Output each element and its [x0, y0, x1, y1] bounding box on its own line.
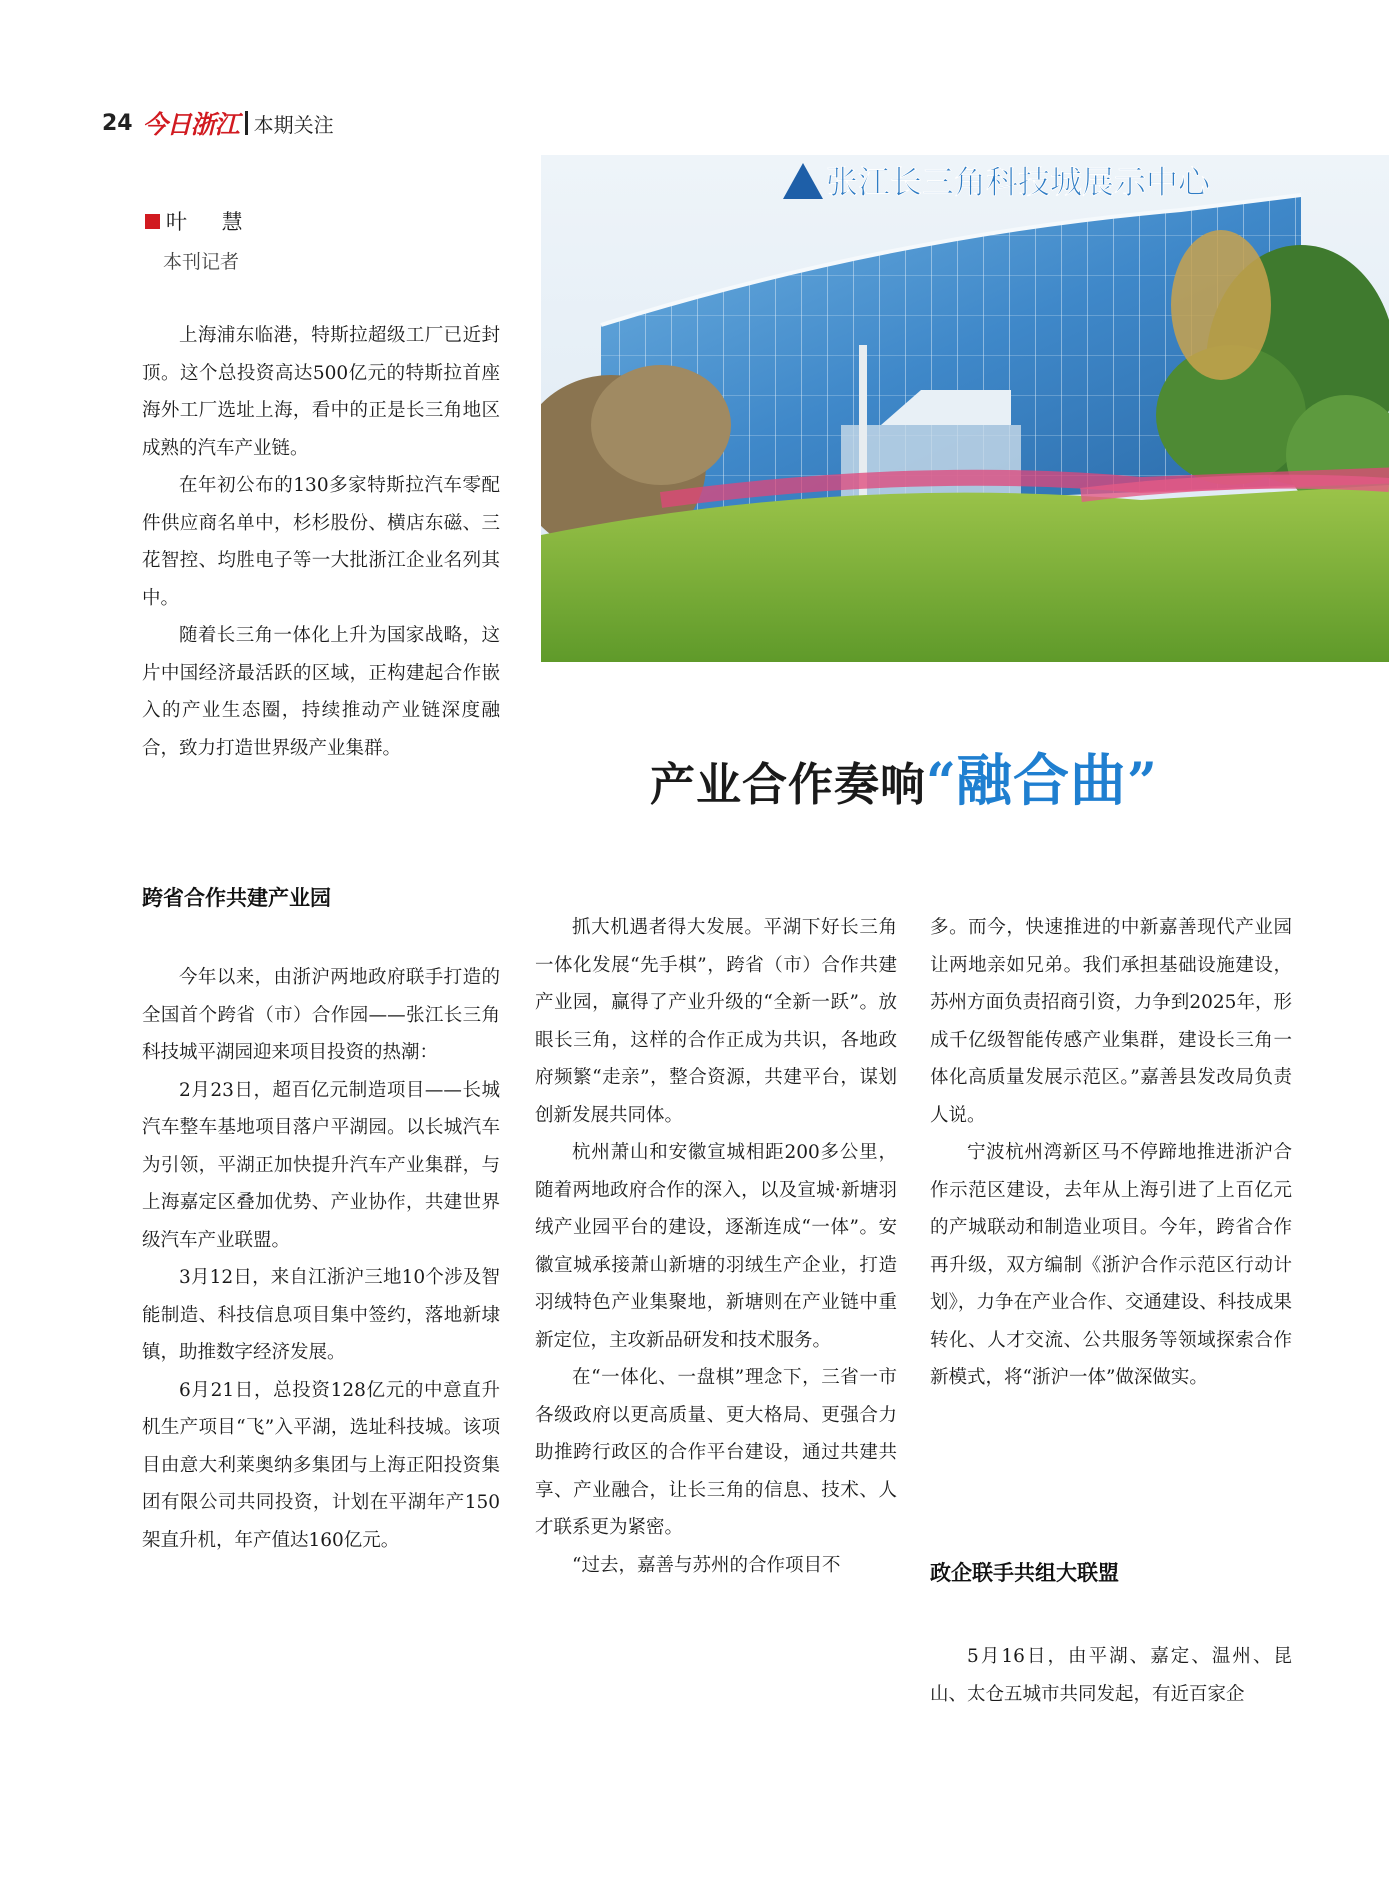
article-title	[650, 748, 1157, 813]
red-square-icon	[145, 214, 160, 229]
body-paragraph: 今年以来，由浙沪两地政府联手打造的全国首个跨省（市）合作园——张江长三角科技城平湖园迎来项目投资的热潮：	[142, 967, 500, 1063]
intro-paragraph: 随着长三角一体化上升为国家战略，这片中国经济最活跃的区域，正构建起合作嵌入的产业生态圈，持续推动产业链深度融合，致力打造世界级产业集群。	[142, 625, 500, 759]
intro-paragraph: 在年初公布的130多家特斯拉汽车零配件供应商名单中，杉杉股份、横店东磁、三花智控、均胜电子等一大批浙江企业名列其中。	[142, 475, 500, 609]
title-accent: 融合曲	[955, 749, 1127, 814]
body-paragraph: 宁波杭州湾新区马不停蹄地推进浙沪合作示范区建设，去年从上海引进了上百亿元的产城联动和制造业项目。今年，跨省合作再升级，双方编制《浙沪合作示范区行动计划》，力争在产业合作、交通建设、科技成果转化、人才交流、公共服务等领域探索合作新模式，将“浙沪一体”做深做实。	[930, 1142, 1292, 1388]
body-paragraph: 6月21日，总投资128亿元的中意直升机生产项目“飞”入平湖，选址科技城。该项目由意大利莱奥纳多集团与上海正阳投资集团有限公司共同投资，计划在平湖年产150架直升机，年产值达160亿元。	[142, 1379, 500, 1551]
body-paragraph: 在“一体化、一盘棋”理念下，三省一市各级政府以更高质量、更大格局、更强合力助推跨行政区的合作平台建设，通过共建共享、产业融合，让长三角的信息、技术、人才联系更为紧密。	[535, 1367, 897, 1538]
body-paragraph: 抓大机遇者得大发展。平湖下好长三角一体化发展“先手棋”，跨省（市）合作共建产业园，赢得了产业升级的“全新一跃”。放眼长三角，这样的合作正成为共识，各地政府频繁“走亲”，整合资源，共建平台，谋划创新发展共同体。	[535, 917, 897, 1126]
subheading-2: 政企联手共组大联盟	[930, 1561, 1119, 1585]
author-role: 本刊记者	[163, 251, 240, 273]
body-paragraph: 3月12日，来自江浙沪三地10个涉及智能制造、科技信息项目集中签约，落地新埭镇，助推数字经济发展。	[142, 1267, 500, 1363]
body-paragraph: 2月23日，超百亿元制造项目——长城汽车整车基地项目落户平湖园。以长城汽车为引领，平湖正加快提升汽车产业集群，与上海嘉定区叠加优势、产业协作，共建世界级汽车产业联盟。	[142, 1079, 500, 1251]
section-name: 本期关注	[253, 112, 334, 137]
title-quote-close: ”	[1126, 752, 1157, 813]
body-column-3-continued	[930, 1638, 1292, 1713]
title-main: 产业合作奏响	[650, 758, 927, 811]
body-column-3	[930, 909, 1292, 1397]
intro-paragraph: 上海浦东临港，特斯拉超级工厂已近封顶。这个总投资高达500亿元的特斯拉首座海外工厂选址上海，看中的正是长三角地区成熟的汽车产业链。	[142, 325, 500, 459]
subheading-1: 跨省合作共建产业园	[142, 886, 331, 910]
building-sign: 张江长三角科技城展示中心	[826, 163, 1211, 201]
body-paragraph: 杭州萧山和安徽宣城相距200多公里，随着两地政府合作的深入，以及宣城·新塘羽绒产业园平台的建设，逐渐连成“一体”。安徽宣城承接萧山新塘的羽绒生产企业，打造羽绒特色产业集聚地，新塘则在产业链中重新定位，主攻新品研发和技术服务。	[535, 1142, 897, 1351]
building-photo	[541, 155, 1389, 662]
body-column-1	[142, 959, 500, 1559]
title-quote-open: “	[926, 752, 956, 813]
page-header	[102, 106, 334, 140]
magazine-logo: 今日浙江	[142, 110, 239, 139]
intro-column	[142, 317, 500, 767]
header-divider	[245, 111, 248, 135]
author-name: 叶 慧	[166, 210, 257, 234]
body-column-2	[535, 909, 897, 1584]
body-paragraph: “过去，嘉善与苏州的合作项目不	[572, 1554, 841, 1576]
page-number: 24	[102, 110, 133, 136]
body-paragraph: 5月16日，由平湖、嘉定、温州、昆山、太仓五城市共同发起，有近百家企	[930, 1646, 1292, 1705]
byline	[145, 206, 257, 236]
body-paragraph: 多。而今，快速推进的中新嘉善现代产业园让两地亲如兄弟。我们承担基础设施建设，苏州方面负责招商引资，力争到2025年，形成千亿级智能传感产业集群，建设长三角一体化高质量发展示范区。”嘉善县发改局负责人说。	[930, 917, 1292, 1126]
